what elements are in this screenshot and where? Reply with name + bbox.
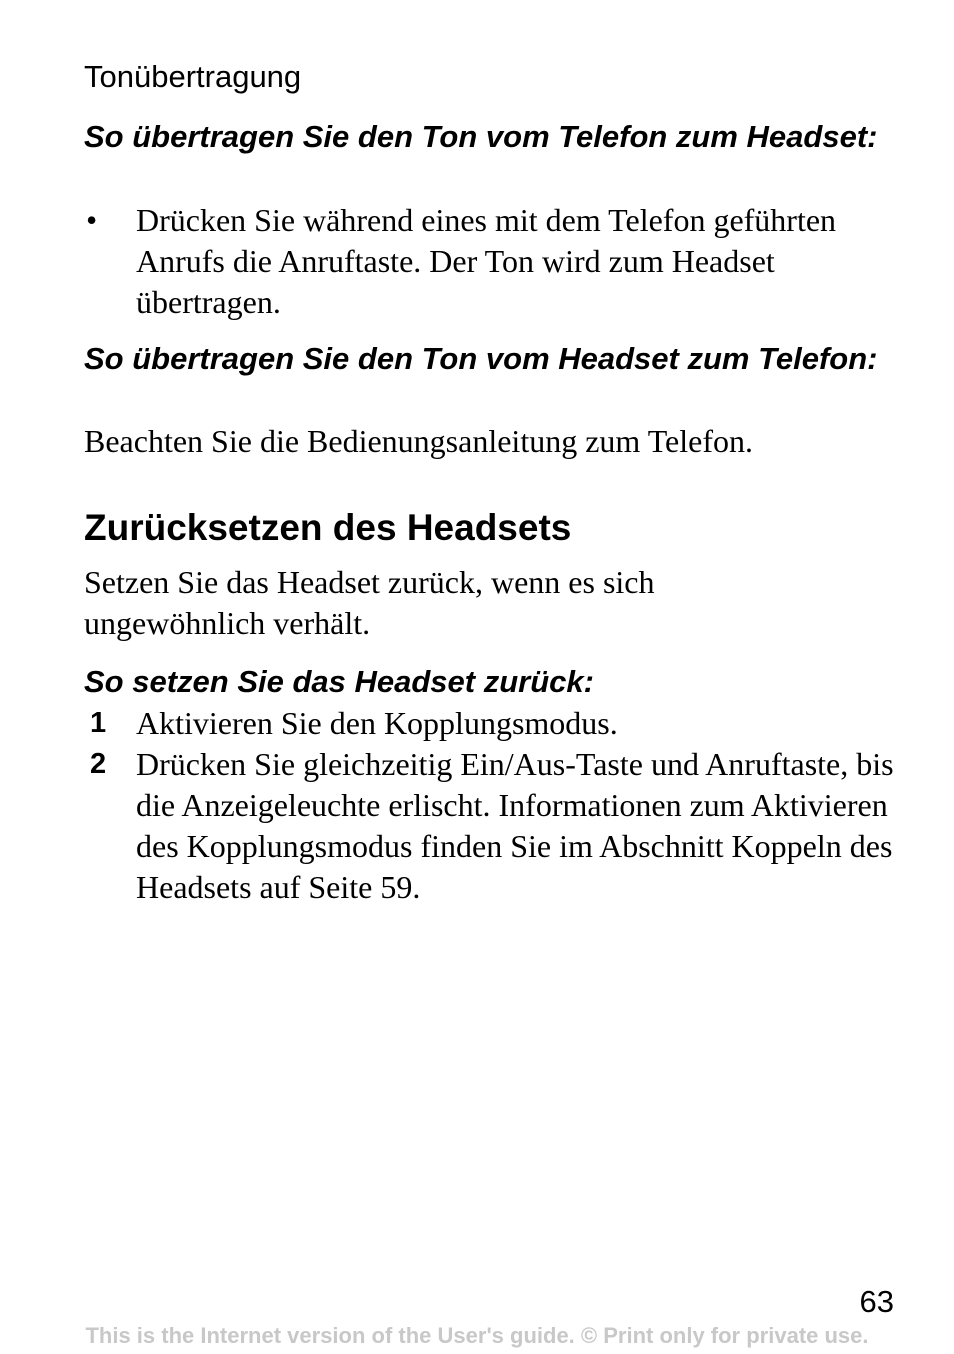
subheading-transfer-to-phone: So übertragen Sie den Ton vom Headset zum Telefon:: [84, 341, 878, 376]
reset-intro: Setzen Sie das Headset zurück, wenn es sich ungewöhnlich verhält.: [84, 564, 655, 641]
step-number: 1: [90, 707, 107, 739]
transfer-to-phone-text: Beachten Sie die Bedienungsanleitung zum Telefon.: [84, 423, 753, 459]
reset-heading: Zurücksetzen des Headsets: [84, 507, 572, 548]
subheading-transfer-to-headset: So übertragen Sie den Ton vom Telefon zum Headset:: [84, 119, 878, 154]
footer-notice: This is the Internet version of the User's guide. © Print only for private use.: [85, 1323, 869, 1348]
step-text: Drücken Sie gleichzeitig Ein/Aus-Taste und Anruftaste, bis die Anzeigeleuchte erlischt. Informationen zum Aktivieren des Kopplungsmodus finden Sie im Abschnitt Koppeln des Headsets auf Seite 59.: [136, 746, 894, 905]
step-text: Aktivieren Sie den Kopplungsmodus.: [136, 705, 618, 741]
page-number: 63: [859, 1284, 894, 1319]
subheading-reset: So setzen Sie das Headset zurück:: [84, 664, 594, 699]
bullet-marker: •: [86, 202, 98, 238]
bullet-text: Drücken Sie während eines mit dem Telefon geführten Anrufs die Anruftaste. Der Ton wird zum Headset übertragen.: [136, 202, 837, 320]
step-number: 2: [90, 748, 107, 780]
section-label: Tonübertragung: [84, 59, 302, 94]
